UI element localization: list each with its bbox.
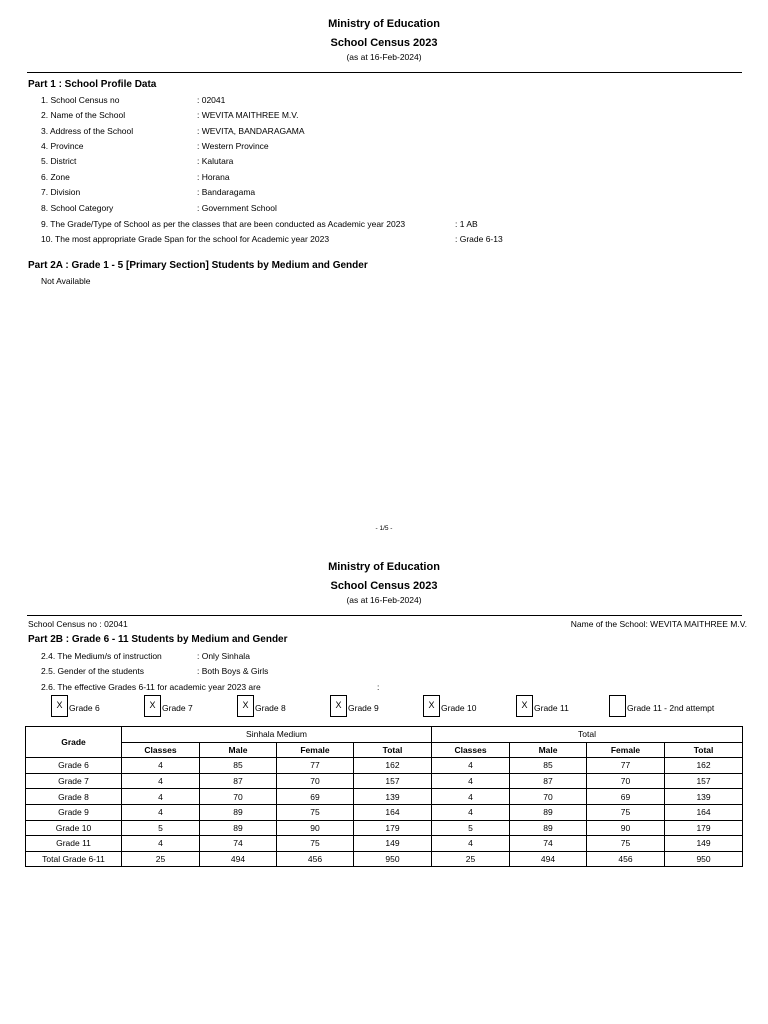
column-header: Female (277, 742, 354, 758)
table-cell: 89 (510, 804, 587, 820)
part1-heading: Part 1 : School Profile Data (28, 79, 157, 90)
table-cell: 77 (587, 758, 665, 774)
profile-value: : 02041 (197, 95, 226, 105)
as-at-date-p2: (as at 16-Feb-2024) (346, 595, 422, 605)
grade-header: Grade (26, 727, 122, 758)
students-table (25, 726, 743, 867)
header-divider (27, 72, 742, 73)
table-cell: 456 (587, 851, 665, 867)
table-row (26, 851, 743, 867)
ministry-title-p2: Ministry of Education (328, 561, 440, 573)
table-cell: 74 (510, 836, 587, 852)
table-cell: 162 (665, 758, 743, 774)
table-row (26, 789, 743, 805)
profile-label: 9. The Grade/Type of School as per the classes that are been conducted as Academic year 2023 (41, 219, 406, 229)
medium-value: : Only Sinhala (197, 651, 250, 661)
table-row (26, 773, 743, 789)
grade-checkbox-label: Grade 11 (534, 703, 569, 713)
table-cell: 4 (432, 836, 510, 852)
grade-checkbox: X (330, 695, 347, 717)
profile-label: 6. Zone (41, 172, 70, 182)
profile-value: : WEVITA, BANDARAGAMA (197, 126, 305, 136)
table-cell: 4 (122, 773, 200, 789)
table-cell: 164 (665, 804, 743, 820)
part2b-heading: Part 2B : Grade 6 - 11 Students by Medium and Gender (28, 634, 288, 645)
table-cell: 950 (354, 851, 432, 867)
table-cell: 4 (432, 789, 510, 805)
table-cell: 149 (354, 836, 432, 852)
sinhala-medium-header: Sinhala Medium (122, 727, 432, 743)
column-header: Total (665, 742, 743, 758)
column-header: Male (200, 742, 277, 758)
table-cell: 5 (432, 820, 510, 836)
grades-colon: : (377, 682, 380, 692)
table-cell: 75 (587, 836, 665, 852)
table-cell: 87 (200, 773, 277, 789)
table-row (26, 758, 743, 774)
profile-value: : Government School (197, 203, 277, 213)
table-cell: 75 (587, 804, 665, 820)
school-name: Name of the School: WEVITA MAITHREE M.V. (570, 619, 747, 629)
grade-checkbox-label: Grade 11 - 2nd attempt (627, 703, 715, 713)
row-grade-cell: Total Grade 6-11 (26, 851, 122, 867)
grades-label: 2.6. The effective Grades 6-11 for academic year 2023 are (41, 682, 261, 692)
grade-checkbox (609, 695, 626, 717)
sub-header-row (26, 742, 743, 758)
grade-checkbox: X (237, 695, 254, 717)
table-cell: 90 (277, 820, 354, 836)
profile-label: 1. School Census no (41, 95, 120, 105)
column-header: Classes (432, 742, 510, 758)
grade-checkbox-label: Grade 9 (348, 703, 379, 713)
table-cell: 157 (665, 773, 743, 789)
column-header: Male (510, 742, 587, 758)
profile-value: : Grade 6-13 (455, 234, 503, 244)
page-number: - 1/5 - (375, 525, 393, 532)
profile-value: : Western Province (197, 141, 269, 151)
table-cell: 75 (277, 836, 354, 852)
profile-label: 5. District (41, 156, 77, 166)
row-grade-cell: Grade 11 (26, 836, 122, 852)
column-header: Female (587, 742, 665, 758)
table-cell: 494 (510, 851, 587, 867)
row-grade-cell: Grade 6 (26, 758, 122, 774)
grade-checkbox-label: Grade 6 (69, 703, 100, 713)
table-row (26, 836, 743, 852)
total-group-header: Total (432, 727, 743, 743)
gender-value: : Both Boys & Girls (197, 666, 269, 676)
table-cell: 85 (200, 758, 277, 774)
table-cell: 162 (354, 758, 432, 774)
table-cell: 89 (200, 820, 277, 836)
table-cell: 139 (665, 789, 743, 805)
census-title-p2: School Census 2023 (330, 580, 438, 592)
row-grade-cell: Grade 7 (26, 773, 122, 789)
profile-label: 8. School Category (41, 203, 114, 213)
table-cell: 25 (432, 851, 510, 867)
row-grade-cell: Grade 8 (26, 789, 122, 805)
table-row (26, 804, 743, 820)
table-cell: 70 (510, 789, 587, 805)
grade-checkbox: X (423, 695, 440, 717)
table-cell: 70 (277, 773, 354, 789)
as-at-date: (as at 16-Feb-2024) (346, 52, 422, 62)
table-body (26, 758, 743, 867)
table-cell: 4 (432, 773, 510, 789)
table-cell: 149 (665, 836, 743, 852)
table-cell: 4 (432, 804, 510, 820)
table-cell: 69 (587, 789, 665, 805)
profile-label: 3. Address of the School (41, 126, 134, 136)
table-cell: 77 (277, 758, 354, 774)
profile-value: : Kalutara (197, 156, 234, 166)
grade-checkbox-label: Grade 8 (255, 703, 286, 713)
table-cell: 87 (510, 773, 587, 789)
table-cell: 179 (354, 820, 432, 836)
table-cell: 75 (277, 804, 354, 820)
table-cell: 4 (122, 804, 200, 820)
table-cell: 25 (122, 851, 200, 867)
census-no: School Census no : 02041 (28, 619, 128, 629)
part2a-heading: Part 2A : Grade 1 - 5 [Primary Section] Students by Medium and Gender (28, 260, 368, 271)
table-cell: 89 (510, 820, 587, 836)
profile-value: : 1 AB (455, 219, 478, 229)
table-cell: 139 (354, 789, 432, 805)
table-cell: 4 (122, 836, 200, 852)
table-cell: 90 (587, 820, 665, 836)
table-cell: 70 (587, 773, 665, 789)
grade-checkbox: X (51, 695, 68, 717)
profile-value: : Bandaragama (197, 187, 256, 197)
table-cell: 164 (354, 804, 432, 820)
table-cell: 69 (277, 789, 354, 805)
column-header: Total (354, 742, 432, 758)
column-header: Classes (122, 742, 200, 758)
table-cell: 5 (122, 820, 200, 836)
part2a-note: Not Available (41, 276, 91, 286)
profile-label: 4. Province (41, 141, 84, 151)
grade-checkbox-label: Grade 7 (162, 703, 193, 713)
table-cell: 89 (200, 804, 277, 820)
header-divider-p2 (27, 615, 742, 616)
table-cell: 74 (200, 836, 277, 852)
table-cell: 85 (510, 758, 587, 774)
profile-label: 2. Name of the School (41, 110, 126, 120)
table-cell: 179 (665, 820, 743, 836)
table-cell: 4 (122, 758, 200, 774)
profile-value: : Horana (197, 172, 230, 182)
table-cell: 494 (200, 851, 277, 867)
profile-label: 7. Division (41, 187, 81, 197)
table-cell: 4 (122, 789, 200, 805)
table-cell: 4 (432, 758, 510, 774)
grade-checkbox: X (516, 695, 533, 717)
table-cell: 157 (354, 773, 432, 789)
gender-label: 2.5. Gender of the students (41, 666, 145, 676)
table-cell: 950 (665, 851, 743, 867)
grade-checkbox: X (144, 695, 161, 717)
ministry-title: Ministry of Education (328, 18, 440, 30)
table-cell: 456 (277, 851, 354, 867)
grade-checkbox-label: Grade 10 (441, 703, 477, 713)
census-title: School Census 2023 (330, 37, 438, 49)
profile-value: : WEVITA MAITHREE M.V. (197, 110, 299, 120)
medium-label: 2.4. The Medium/s of instruction (41, 651, 162, 661)
table-row (26, 820, 743, 836)
profile-label: 10. The most appropriate Grade Span for the school for Academic year 2023 (41, 234, 330, 244)
row-grade-cell: Grade 9 (26, 804, 122, 820)
row-grade-cell: Grade 10 (26, 820, 122, 836)
table-cell: 70 (200, 789, 277, 805)
